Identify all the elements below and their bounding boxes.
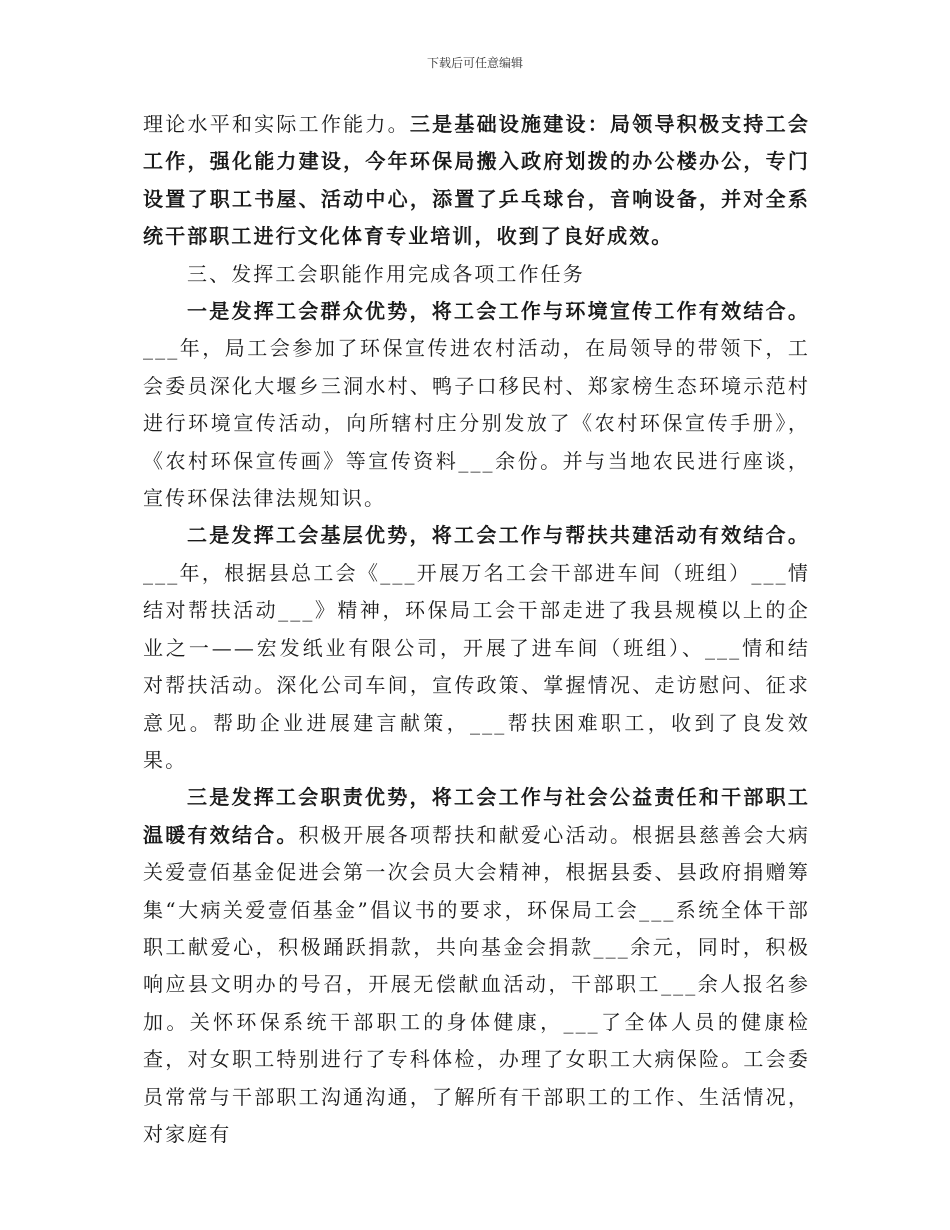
paragraph-text: ___年，局工会参加了环保宣传进农村活动，在局领导的带领下，工会委员深化大堰乡三洞水村、鸭子口移民村、郑家榜生态环境示范村进行环境宣传活动，向所辖村庄分别发放了《农村环保宣传手册》，《农村环保宣传画》等宣传资料___余份。并与当地农民进行座谈，宣传环保法律法规知识。	[143, 336, 810, 511]
page-header: 下载后可任意编辑	[426, 56, 523, 70]
paragraph-text: 积极开展各项帮扶和献爱心活动。根据县慈善会大病关爱壹佰基金促进会第一次会员大会精神，根据县委、县政府捐赠筹集“大病关爱壹佰基金”倡议书的要求，环保局工会___系统全体干部职工献爱心，积极踊跃捐款，共向基金会捐款___余元，同时，积极响应县文明办的号召，开展无偿献血活动，干部职工___余人报名参加。关怀环保系统干部职工的身体健康，___了全体人员的健康检查，对女职工特别进行了专科体检，办理了女职工大病保险。工会委员常常与干部职工沟通沟通，了解所有干部职工的工作、生活情况，对家庭有	[143, 822, 810, 1146]
paragraph-bold-lead: 三是发挥工会职责优势，将工会工作与社会公益责任和干部职工温暖有效结合。	[143, 785, 810, 847]
section-heading	[143, 256, 810, 293]
paragraph-bold-text: 三是基础设施建设：局领导积极支持工会工作，强化能力建设，今年环保局搬入政府划拨的办公楼办公，专门设置了职工书屋、活动中心，添置了乒乓球台，音响设备，并对全系统干部职工进行文化体育专业培训，收到了良好成效。	[143, 112, 810, 249]
paragraph-bold-lead: 一是发挥工会群众优势，将工会工作与环境宣传工作有效结合。	[187, 299, 810, 324]
paragraph-bold-lead: 二是发挥工会基层优势，将工会工作与帮扶共建活动有效结合。	[187, 523, 810, 548]
document-body	[143, 106, 810, 1153]
paragraph-text: ___年，根据县总工会《___开展万名工会干部进车间（班组）___情结对帮扶活动___》精神，环保局工会干部走进了我县规模以上的企业之一——宏发纸业有限公司，开展了进车间（班组）、___情和结对帮扶活动。深化公司车间，宣传政策、掌握情况、走访慰问、征求意见。帮助企业进展建言献策，___帮扶困难职工，收到了良发效果。	[143, 560, 810, 772]
section-heading-text: 三、发挥工会职能作用完成各项工作任务	[187, 261, 585, 286]
paragraph-continuation	[143, 106, 810, 256]
paragraph-item-3	[143, 779, 810, 1153]
paragraph-text: 理论水平和实际工作能力。	[143, 112, 410, 136]
paragraph-item-1	[143, 293, 810, 517]
paragraph-item-2	[143, 517, 810, 779]
